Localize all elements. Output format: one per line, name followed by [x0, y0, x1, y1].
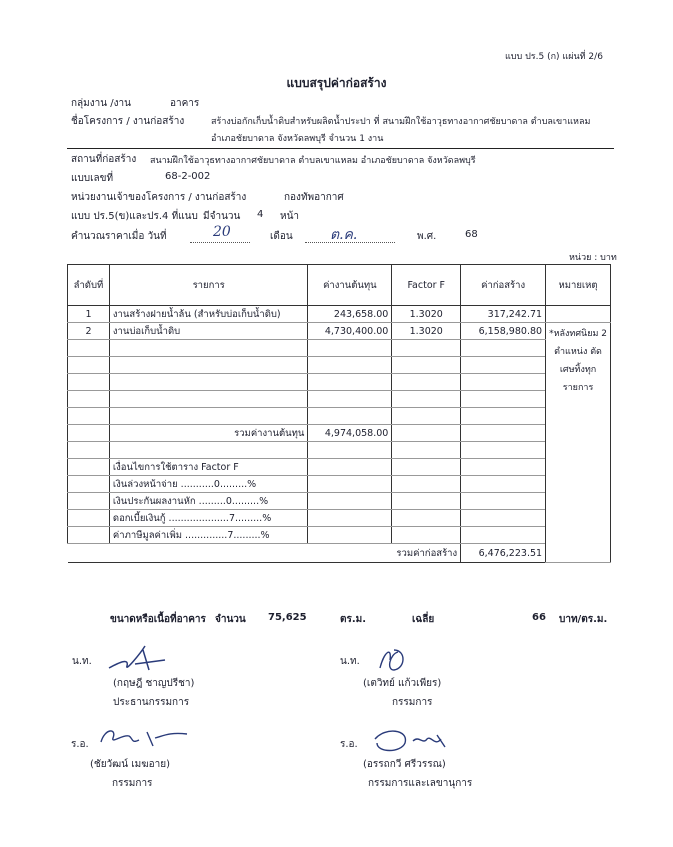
calc-year: 68 — [465, 229, 478, 240]
row-no: 1 — [68, 306, 110, 323]
condition-row — [68, 527, 611, 544]
signature-rank: ร.อ. — [340, 739, 358, 750]
owner-label: หน่วยงานเจ้าของโครงการ / งานก่อสร้าง — [71, 192, 247, 203]
grand-total-value: 6,476,223.51 — [461, 544, 546, 563]
group-label: กลุ่มงาน /งาน — [71, 98, 131, 109]
empty-row — [68, 391, 611, 408]
forms-count: 4 — [257, 209, 264, 220]
avg-label: เฉลี่ย — [412, 614, 435, 625]
header-cost: ค่างานต้นทุน — [308, 265, 392, 306]
forms-count-label: มีจำนวน — [203, 211, 241, 222]
avg-value: 66 — [532, 612, 546, 623]
empty-row — [68, 374, 611, 391]
signature-mark — [365, 725, 455, 757]
header-total: ค่าก่อสร้าง — [461, 265, 546, 306]
condition-row — [68, 476, 611, 493]
row-no: 2 — [68, 323, 110, 340]
project-line-2: อำเภอชัยบาดาล จังหวัดลพบุรี จำนวน 1 งาน — [211, 134, 384, 144]
condition-label: เงินประกันผลงานหัก — [112, 495, 196, 507]
condition: เงินล่วงหน้าจ่าย ...........0.........% — [109, 476, 307, 493]
avg-unit: บาท/ตร.ม. — [559, 614, 608, 625]
signature-rank: น.ท. — [340, 656, 360, 667]
header-remark: หมายเหตุ — [546, 265, 611, 306]
area-value: 75,625 — [268, 612, 307, 623]
condition-label: ดอกเบี้ยเงินกู้ — [112, 512, 166, 524]
remark-line: *หลังทศนิยม 2 — [549, 329, 607, 339]
empty-row — [68, 357, 611, 374]
sum-cost-label: รวมค่างานต้นทุน — [109, 425, 307, 442]
signature-name: (เตวิทย์ แก้วเพียร) — [363, 678, 442, 689]
row-cost: 243,658.00 — [308, 306, 392, 323]
condition-unit: % — [247, 478, 257, 490]
row-cost: 4,730,400.00 — [308, 323, 392, 340]
calc-date-label: คำนวณราคาเมื่อ วันที่ — [71, 231, 167, 242]
signature-role: ประธานกรรมการ — [113, 697, 190, 708]
form-reference: แบบ ปร.5 (ก) แผ่นที่ 2/6 — [505, 52, 603, 62]
plan-label: แบบเลขที่ — [71, 173, 114, 184]
header-factor: Factor F — [392, 265, 461, 306]
signature-name: (ชัยวัฒน์ เมฆอาย) — [90, 759, 171, 770]
area-label: ขนาดหรือเนื้อที่อาคาร — [110, 614, 206, 625]
signature-role: กรรมการ — [392, 697, 433, 708]
condition: ค่าภาษีมูลค่าเพิ่ม ..............7.........% — [109, 527, 307, 544]
header-divider — [67, 148, 614, 149]
calc-month: ต.ค. — [330, 227, 358, 243]
row-total: 6,158,980.80 — [461, 323, 546, 340]
signature-name: (อรรถกวี ศรีวรรณ) — [363, 759, 446, 770]
month-label: เดือน — [270, 231, 293, 242]
empty-row — [68, 442, 611, 459]
calc-month-dots — [305, 242, 395, 243]
header-no: ลำดับที่ — [68, 265, 110, 306]
unit-note: หน่วย : บาท — [569, 253, 617, 263]
row-total: 317,242.71 — [461, 306, 546, 323]
plan-value: 68-2-002 — [165, 171, 211, 182]
condition-unit: % — [262, 512, 272, 524]
table-row — [68, 306, 611, 323]
grand-total-label: รวมค่าก่อสร้าง — [308, 544, 461, 563]
condition: ดอกเบี้ยเงินกู้ ....................7.........% — [109, 510, 307, 527]
condition-label: เงินล่วงหน้าจ่าย — [112, 478, 178, 490]
sum-cost-row — [68, 425, 611, 442]
row-remark — [546, 306, 611, 323]
signature-rank: ร.อ. — [71, 739, 89, 750]
condition-value: 7 — [227, 529, 234, 541]
signature-mark — [372, 642, 412, 676]
signature-mark — [95, 722, 195, 752]
condition: เงินประกันผลงานหัก .........0.........% — [109, 493, 307, 510]
row-factor: 1.3020 — [392, 323, 461, 340]
calc-day: 20 — [213, 224, 231, 240]
row-item: งานสร้างฝายน้ำล้น (สำหรับบ่อเก็บน้ำดิบ) — [109, 306, 307, 323]
condition-value: 0 — [225, 495, 232, 507]
site-label: สถานที่ก่อสร้าง — [71, 154, 137, 165]
signature-rank: น.ท. — [72, 656, 92, 667]
conditions-title: เงื่อนไขการใช้ตาราง Factor F — [109, 459, 307, 476]
remark-line: เศษทิ้งทุก — [559, 365, 597, 375]
site-value: สนามฝึกใช้อาวุธทางอากาศชัยบาดาล ตำบลเขาแหลม อำเภอชัยบาดาล จังหวัดลพบุรี — [150, 156, 476, 166]
group-value: อาคาร — [170, 98, 200, 109]
condition-unit: % — [259, 495, 269, 507]
grand-total-row — [68, 544, 611, 563]
signature-name: (กฤษฎี ชาญปรีชา) — [113, 678, 195, 689]
condition-value: 7 — [228, 512, 235, 524]
row-item: งานบ่อเก็บน้ำดิบ — [109, 323, 307, 340]
remark-line: รายการ — [562, 383, 594, 393]
project-line-1: สร้างบ่อกักเก็บน้ำดิบสำหรับผลิตน้ำประปา ที่ สนามฝึกใช้อาวุธทางอากาศชัยบาดาล ตำบลเขาแหลม — [211, 117, 591, 127]
owner-value: กองทัพอากาศ — [284, 192, 344, 203]
signature-role: กรรมการและเลขานุการ — [368, 778, 473, 789]
empty-row — [68, 408, 611, 425]
condition-row — [68, 493, 611, 510]
project-label: ชื่อโครงการ / งานก่อสร้าง — [71, 116, 185, 127]
area-count-label: จำนวน — [215, 614, 246, 625]
area-unit: ตร.ม. — [340, 614, 367, 625]
forms-unit: หน้า — [280, 211, 300, 222]
cost-summary-table — [67, 264, 611, 563]
header-item: รายการ — [109, 265, 307, 306]
signature-role: กรรมการ — [112, 778, 153, 789]
condition-label: ค่าภาษีมูลค่าเพิ่ม — [112, 529, 183, 541]
remark-cell — [546, 323, 611, 563]
condition-row — [68, 510, 611, 527]
empty-row — [68, 340, 611, 357]
calc-day-dots — [190, 242, 250, 243]
table-row — [68, 323, 611, 340]
condition-unit: % — [260, 529, 270, 541]
conditions-title-row — [68, 459, 611, 476]
condition-value: 0 — [213, 478, 220, 490]
row-factor: 1.3020 — [392, 306, 461, 323]
page-title: แบบสรุปค่าก่อสร้าง — [286, 76, 387, 90]
sum-cost-value: 4,974,058.00 — [308, 425, 392, 442]
forms-label: แบบ ปร.5(ข)และปร.4 ที่แนบ — [71, 211, 198, 222]
remark-line: ตำแหน่ง ตัด — [554, 347, 602, 357]
signature-mark — [105, 640, 175, 675]
year-label: พ.ศ. — [417, 231, 437, 242]
